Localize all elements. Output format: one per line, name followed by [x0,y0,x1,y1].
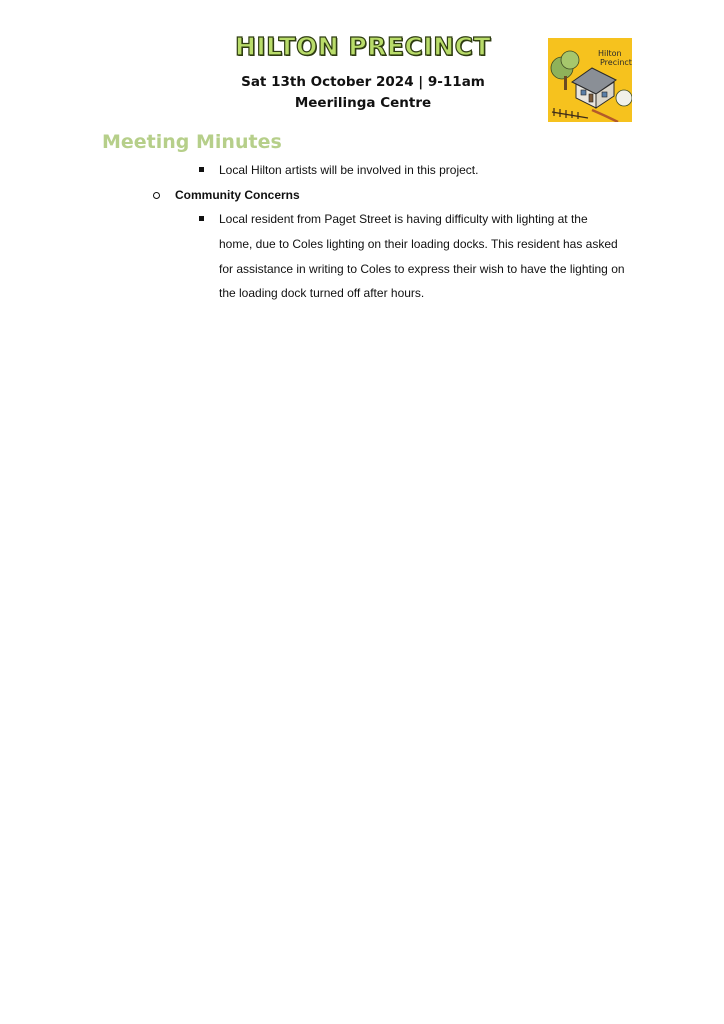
concern-line: home, due to Coles lighting on their loading docks. This resident has asked [219,237,618,251]
hilton-precinct-logo [548,38,632,122]
meeting-date-time: Sat 13th October 2024 | 9-11am [241,74,485,90]
concern-line: the loading dock turned off after hours. [219,286,425,300]
square-bullet [199,167,204,172]
concern-line: for assistance in writing to Coles to express their wish to have the lighting on [219,262,625,276]
community-concerns-label: Community Concerns [175,188,300,202]
bullet-artists: Local Hilton artists will be involved in this project. [219,163,479,177]
square-bullet [199,216,204,221]
logo-text-precinct: Precinct [600,58,632,67]
page-title: HILTON PRECINCT [234,32,492,61]
logo-house-illustration [548,38,632,122]
concern-line: Local resident from Paget Street is having difficulty with lighting at the [219,212,588,226]
meeting-venue: Meerilinga Centre [294,95,432,111]
logo-text-hilton: Hilton [598,49,622,58]
circle-bullet [153,192,160,199]
section-heading-meeting-minutes: Meeting Minutes [102,131,282,153]
